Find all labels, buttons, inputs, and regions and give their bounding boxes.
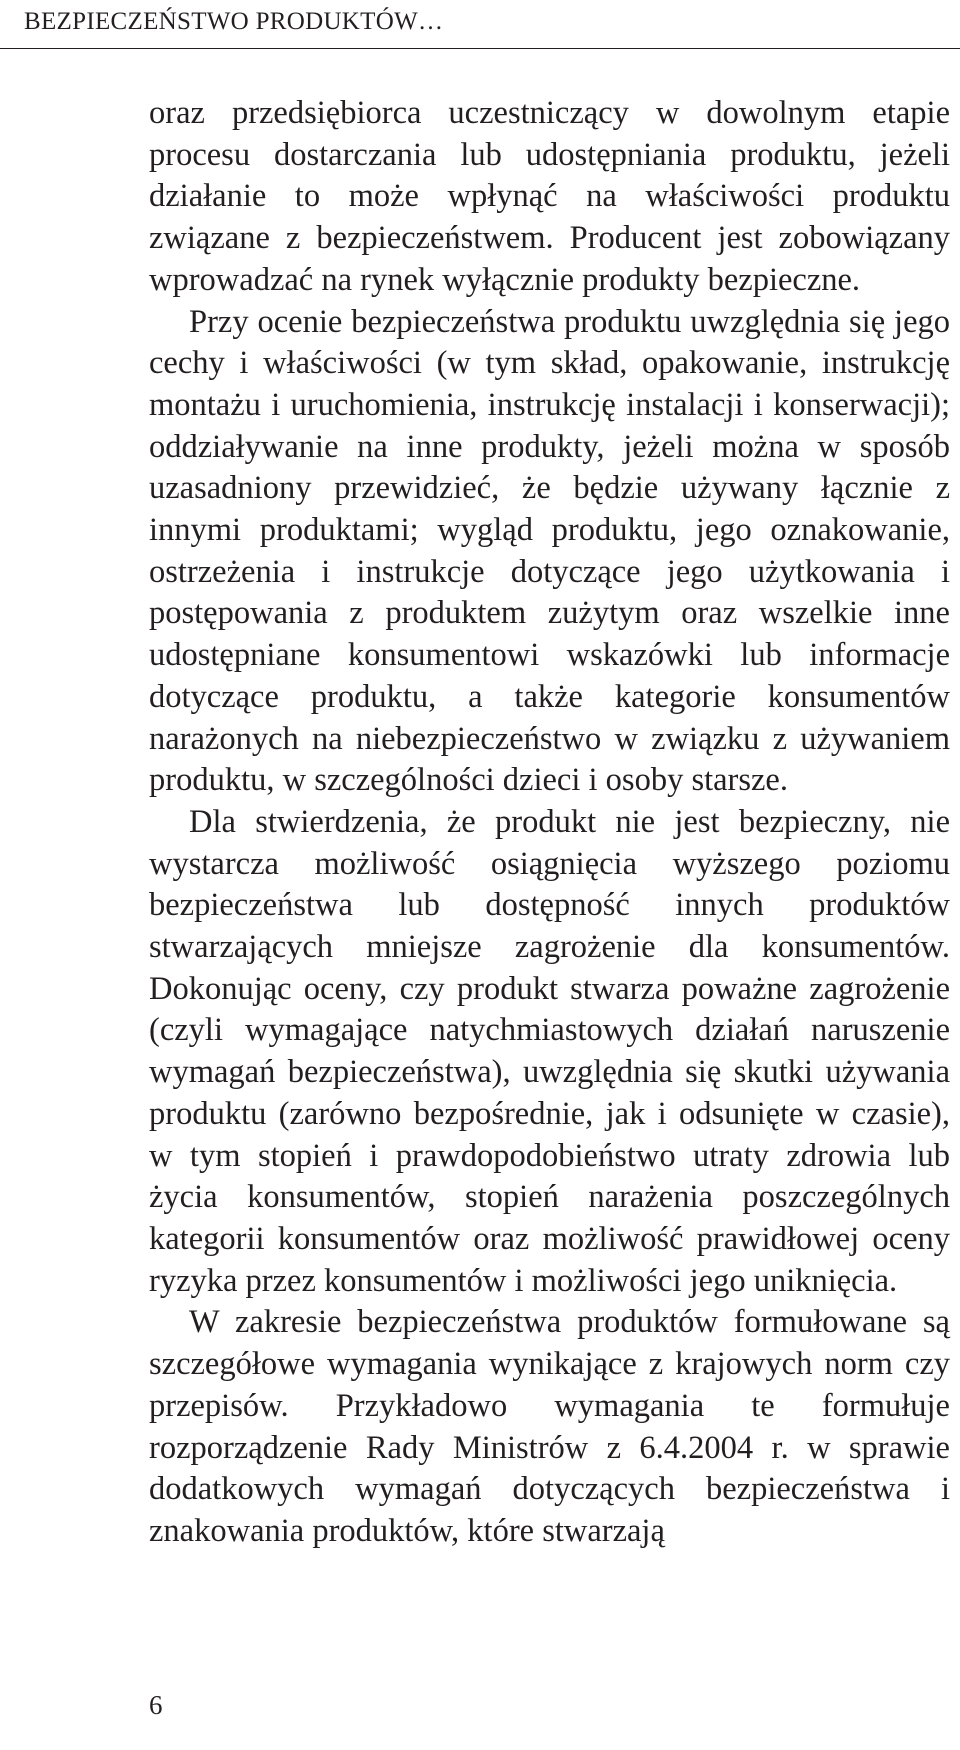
running-header bbox=[0, 0, 960, 50]
running-title: BEZPIECZEŃSTWO PRODUKTÓW… bbox=[24, 8, 444, 35]
page-number: 6 bbox=[149, 1690, 163, 1720]
paragraph-serious-risk: Dla stwierdzenia, że produkt nie jest bezpieczny, nie wystarcza możliwość osiągnięcia wyższego poziomu bezpieczeństwa lub dostępność innych produktów stwarzających mniejsze zagrożenie dla konsumentów. Dokonując oceny, czy produkt stwarza poważne zagrożenie (czyli wymagające natychmiastowych działań naruszenie wymagań bezpieczeństwa), uwzględnia się skutki używania produktu (zarówno bezpośrednie, jak i odsunięte w czasie), w tym stopień i prawdopodobieństwo utraty zdrowia lub życia konsumentów, stopień narażenia poszczególnych kategorii konsumentów oraz możliwość prawidłowej oceny ryzyka przez konsumentów i możliwości jego uniknięcia. bbox=[149, 803, 950, 1299]
paragraph-detailed-requirements: W zakresie bezpieczeństwa produktów formułowane są szczegółowe wymagania wynikające z krajowych norm czy przepisów. Przykładowo wymagania te formułuje rozporządzenie Rady Ministrów z 6.4.2004 r. w sprawie dodatkowych wymagań dotyczących bezpieczeństwa i znakowania produktów, które stwarzają bbox=[149, 1304, 950, 1549]
paragraph-continuation: oraz przedsiębiorca uczestniczący w dowolnym etapie procesu dostarczania lub udostępniania produktu, jeżeli działanie to może wpłynąć na właściwości produktu związane z bezpieczeństwem. Producent jest zobowiązany wprowadzać na rynek wyłącznie produkty bezpieczne. bbox=[149, 95, 950, 298]
header-rule bbox=[0, 48, 960, 49]
paragraph-safety-assessment: Przy ocenie bezpieczeństwa produktu uwzględnia się jego cechy i właściwości (w tym skład, opakowanie, instrukcję montażu i uruchomienia, instrukcję instalacji i konserwacji); oddziaływanie na inne produkty, jeżeli można w sposób uzasadniony przewidzieć, że będzie używany łącznie z innymi produktami; wygląd produktu, jego oznakowanie, ostrzeżenia i instrukcje dotyczące jego użytkowania i postępowania z produktem zużytym oraz wszelkie inne udostępniane konsumentowi wskazówki lub informacje dotyczące produktu, a także kategorie konsumentów narażonych na niebezpieczeństwo w związku z używaniem produktu, w szczególności dzieci i osoby starsze. bbox=[149, 303, 950, 799]
body-text bbox=[149, 93, 950, 1553]
